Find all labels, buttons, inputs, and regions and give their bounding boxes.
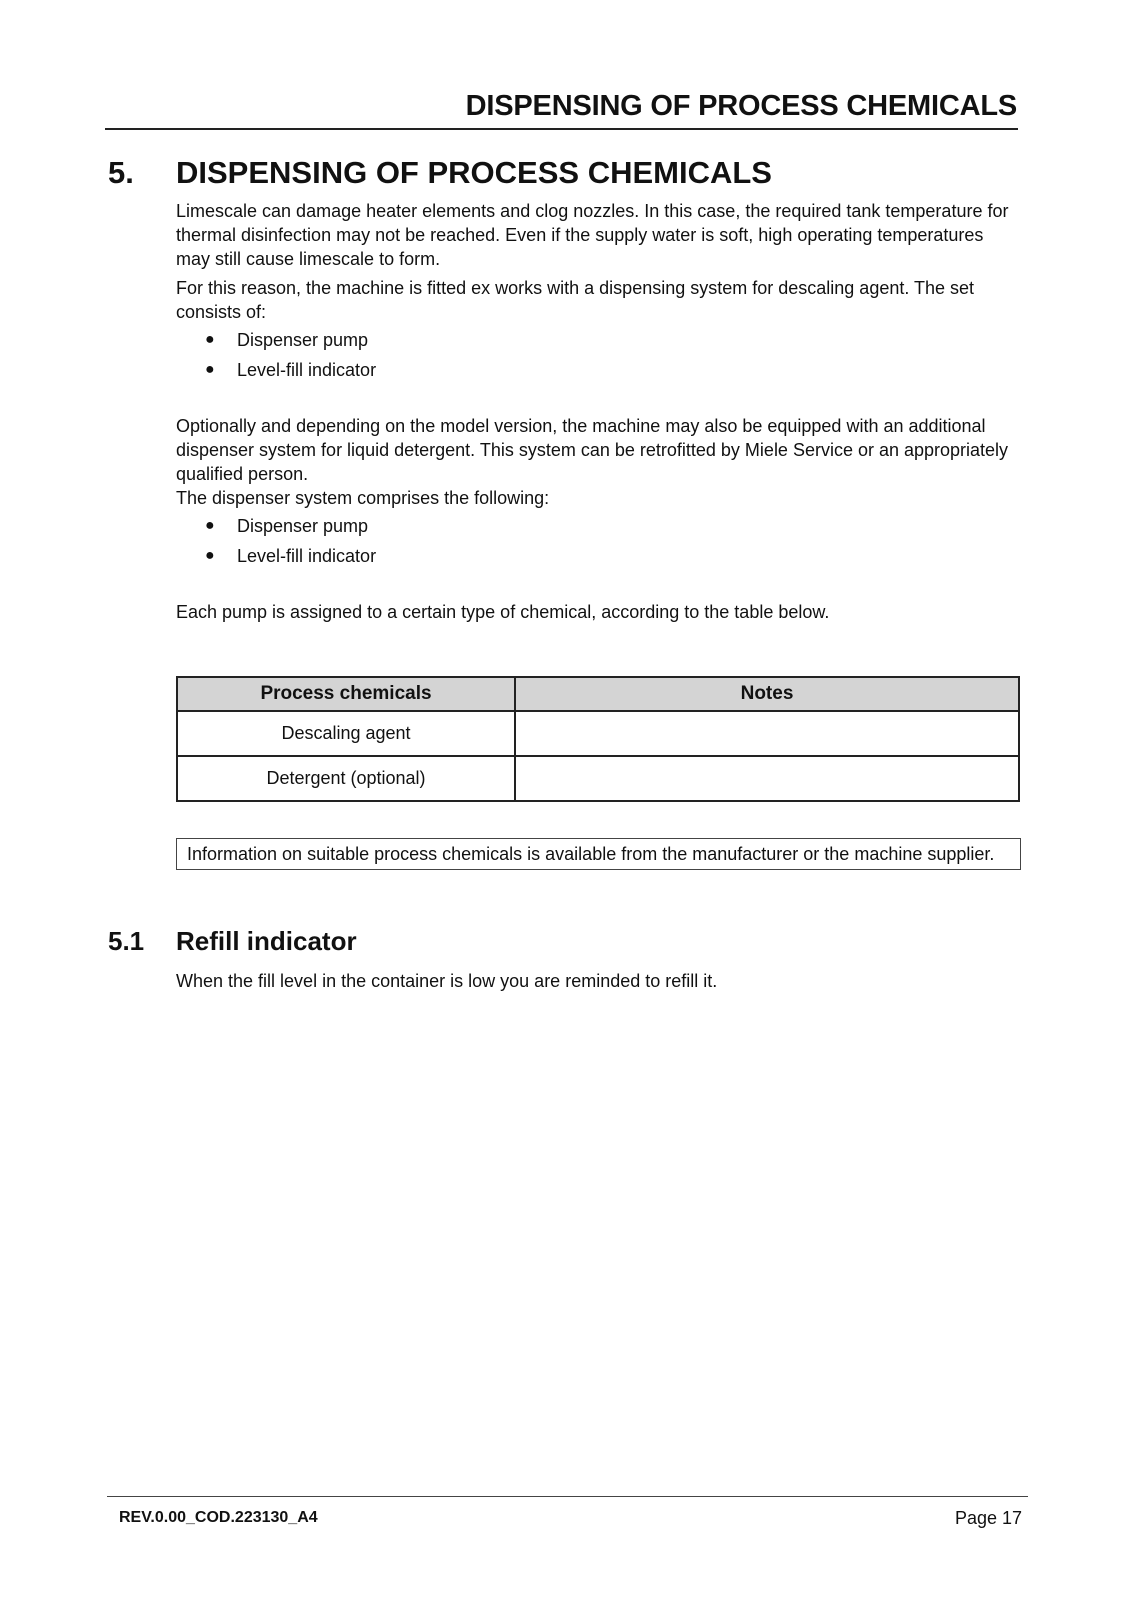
optional-paragraph: Optionally and depending on the model version, the machine may also be equipped with an additional dispenser system for liquid detergent. This system can be retrofitted by Miele Service or an appropriately qualified person. bbox=[176, 416, 1009, 484]
column-header-notes: Notes bbox=[515, 677, 1019, 711]
section-title: DISPENSING OF PROCESS CHEMICALS bbox=[176, 155, 772, 190]
list-item: ● Level-fill indicator bbox=[176, 355, 1021, 385]
section-number: 5. bbox=[108, 155, 134, 190]
refill-paragraph: When the fill level in the container is low you are reminded to refill it. bbox=[176, 971, 718, 991]
table-cell: Descaling agent bbox=[177, 711, 515, 756]
dispenser-set-list bbox=[176, 511, 1021, 571]
descaling-set-list bbox=[176, 325, 1021, 385]
bullet-icon: ● bbox=[205, 331, 215, 348]
page-number: Page 17 bbox=[954, 1508, 1022, 1528]
table-row bbox=[177, 756, 1019, 801]
list-item: ● Dispenser pump bbox=[176, 325, 1021, 355]
table-header-row bbox=[177, 677, 1019, 711]
running-header-title: DISPENSING OF PROCESS CHEMICALS bbox=[465, 90, 1017, 122]
table-cell: Detergent (optional) bbox=[177, 756, 515, 801]
table-row bbox=[177, 711, 1019, 756]
set-paragraph: For this reason, the machine is fitted ex works with a dispensing system for descaling agent. The set consists of: bbox=[176, 278, 975, 322]
list-item: ● Level-fill indicator bbox=[176, 541, 1021, 571]
info-note-box: Information on suitable process chemicals is available from the manufacturer or the machine supplier. bbox=[176, 838, 1021, 870]
table-cell bbox=[515, 756, 1019, 801]
dispenser-paragraph: The dispenser system comprises the following: bbox=[176, 488, 550, 508]
list-item: ● Dispenser pump bbox=[176, 511, 1021, 541]
bullet-icon: ● bbox=[205, 361, 215, 378]
intro-paragraph: Limescale can damage heater elements and clog nozzles. In this case, the required tank temperature for thermal disinfection may not be reached. Even if the supply water is soft, high operating temperatures may still cause limescale to form. bbox=[176, 201, 1009, 269]
subsection-title: Refill indicator bbox=[176, 926, 357, 956]
column-header-chemicals: Process chemicals bbox=[177, 677, 515, 711]
footer-divider bbox=[107, 1496, 1028, 1497]
section-body bbox=[176, 199, 1021, 624]
subsection-number: 5.1 bbox=[108, 926, 145, 956]
bullet-icon: ● bbox=[205, 547, 215, 564]
bullet-icon: ● bbox=[205, 517, 215, 534]
document-code: REV.0.00_COD.223130_A4 bbox=[119, 1509, 318, 1526]
table-cell bbox=[515, 711, 1019, 756]
process-chemicals-table bbox=[176, 676, 1020, 802]
header-divider bbox=[105, 128, 1018, 130]
subsection-body bbox=[176, 969, 1021, 993]
pump-assignment-paragraph: Each pump is assigned to a certain type of chemical, according to the table below. bbox=[176, 602, 830, 622]
